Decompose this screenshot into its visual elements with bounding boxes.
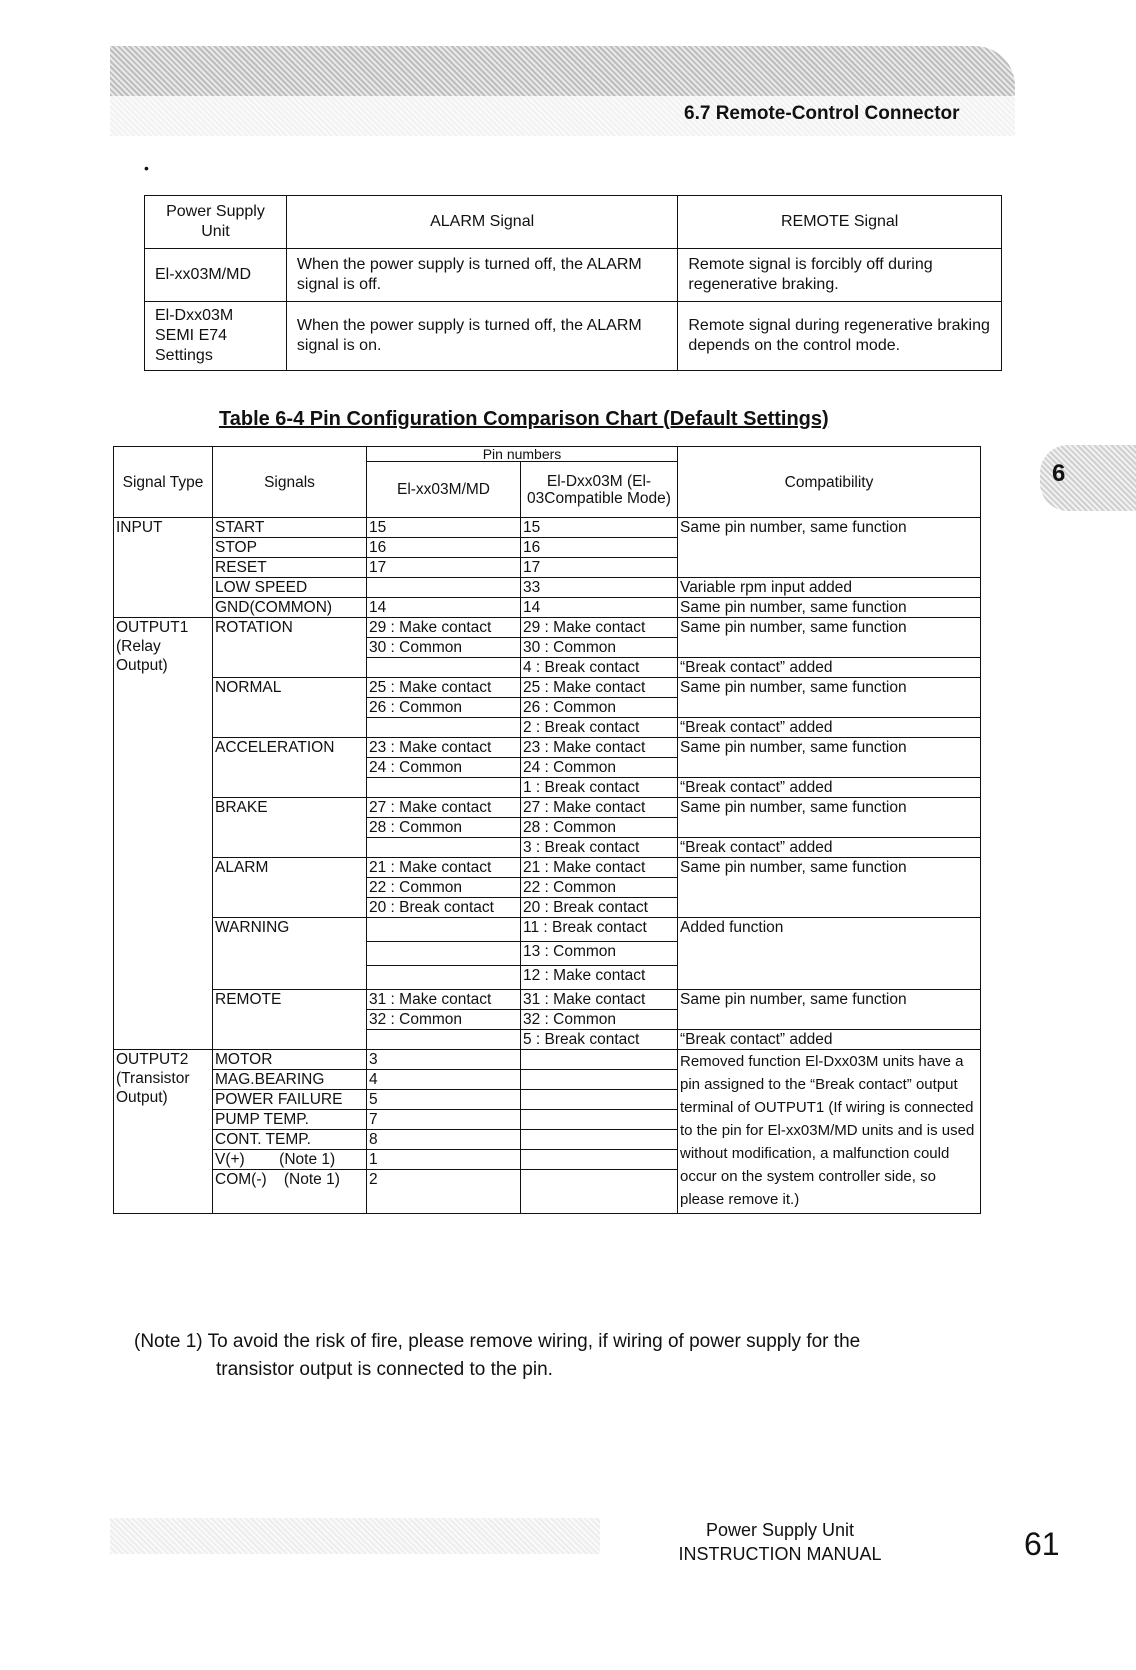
signal-cell: CONT. TEMP. bbox=[213, 1130, 367, 1150]
pin-a-cell: 2 bbox=[367, 1170, 521, 1214]
summary-header-cell: Power Supply Unit bbox=[145, 196, 287, 249]
pin-b-cell: 17 bbox=[521, 558, 678, 578]
footer-line-1: Power Supply Unit bbox=[705, 1520, 855, 1540]
summary-cell: Remote signal is forcibly off during regenerative braking. bbox=[678, 249, 1002, 302]
pin-row bbox=[114, 618, 981, 638]
signal-cell: MOTOR bbox=[213, 1050, 367, 1070]
signal-type-cell: OUTPUT2 (Transistor Output) bbox=[114, 1050, 213, 1214]
pin-a-cell bbox=[367, 1030, 521, 1050]
pin-b-cell bbox=[521, 1050, 678, 1070]
signal-cell: GND(COMMON) bbox=[213, 598, 367, 618]
pin-a-cell bbox=[367, 838, 521, 858]
page-number: 61 bbox=[1024, 1526, 1060, 1562]
pin-b-cell: 23 : Make contact bbox=[521, 738, 678, 758]
pin-a-cell: 28 : Common bbox=[367, 818, 521, 838]
section-title: 6.7 Remote-Control Connector bbox=[684, 103, 960, 124]
note-label: (Note 1) bbox=[134, 1331, 203, 1352]
signal-cell: STOP bbox=[213, 538, 367, 558]
pin-a-cell: 5 bbox=[367, 1090, 521, 1110]
header-band bbox=[110, 46, 1015, 96]
header-col-b: El-Dxx03M (El-03Compatible Mode) bbox=[521, 462, 678, 518]
signal-cell: V(+) (Note 1) bbox=[213, 1150, 367, 1170]
pin-b-cell: 1 : Break contact bbox=[521, 778, 678, 798]
signal-cell: ROTATION bbox=[213, 618, 367, 678]
pin-b-cell bbox=[521, 1170, 678, 1214]
signal-cell: ALARM bbox=[213, 858, 367, 918]
pin-configuration-table bbox=[113, 446, 981, 1214]
pin-b-cell bbox=[521, 1090, 678, 1110]
header-col-a: El-xx03M/MD bbox=[367, 462, 521, 518]
signal-type-cell: OUTPUT1 (Relay Output) bbox=[114, 618, 213, 1050]
compat-cell-removed: Removed function El-Dxx03M units have a pin assigned to the “Break contact” output terminal of OUTPUT1 (If wiring is connected to the pin for El-xx03M/MD units and is used without modification, a malfunction could occur on the system controller side, so please remove it.) bbox=[678, 1050, 981, 1214]
pin-a-cell bbox=[367, 966, 521, 990]
pin-a-cell: 23 : Make contact bbox=[367, 738, 521, 758]
pin-b-cell: 29 : Make contact bbox=[521, 618, 678, 638]
footer-title bbox=[660, 1518, 900, 1566]
signal-cell: REMOTE bbox=[213, 990, 367, 1050]
pin-b-cell: 33 bbox=[521, 578, 678, 598]
table-caption: Table 6-4 Pin Configuration Comparison Chart (Default Settings) bbox=[219, 408, 829, 430]
summary-header-row bbox=[145, 196, 1002, 249]
compat-cell: Same pin number, same function bbox=[678, 798, 981, 838]
pin-b-cell: 16 bbox=[521, 538, 678, 558]
pin-a-cell: 22 : Common bbox=[367, 878, 521, 898]
summary-row bbox=[145, 249, 1002, 302]
pin-b-cell: 22 : Common bbox=[521, 878, 678, 898]
summary-header-cell: REMOTE Signal bbox=[678, 196, 1002, 249]
pin-a-cell: 30 : Common bbox=[367, 638, 521, 658]
pin-b-cell bbox=[521, 1110, 678, 1130]
pin-a-cell: 1 bbox=[367, 1150, 521, 1170]
compat-cell: “Break contact” added bbox=[678, 1030, 981, 1050]
compat-cell: Same pin number, same function bbox=[678, 618, 981, 658]
pin-a-cell: 29 : Make contact bbox=[367, 618, 521, 638]
compat-cell: “Break contact” added bbox=[678, 838, 981, 858]
pin-row bbox=[114, 990, 981, 1010]
header-signals: Signals bbox=[213, 447, 367, 518]
pin-a-cell: 25 : Make contact bbox=[367, 678, 521, 698]
pin-b-cell: 14 bbox=[521, 598, 678, 618]
footer-line-2: INSTRUCTION MANUAL bbox=[678, 1544, 882, 1564]
pin-row bbox=[114, 678, 981, 698]
pin-a-cell bbox=[367, 578, 521, 598]
pin-a-cell: 15 bbox=[367, 518, 521, 538]
signal-cell: COM(-) (Note 1) bbox=[213, 1170, 367, 1214]
pin-a-cell bbox=[367, 718, 521, 738]
compat-cell: Same pin number, same function bbox=[678, 858, 981, 918]
header-pin-numbers: Pin numbers bbox=[367, 447, 678, 462]
signal-cell: RESET bbox=[213, 558, 367, 578]
compat-cell: Same pin number, same function bbox=[678, 518, 981, 578]
compat-cell: “Break contact” added bbox=[678, 658, 981, 678]
pin-b-cell: 27 : Make contact bbox=[521, 798, 678, 818]
signal-cell: LOW SPEED bbox=[213, 578, 367, 598]
pin-a-cell bbox=[367, 942, 521, 966]
chapter-number: 6 bbox=[1052, 460, 1066, 487]
pin-a-cell: 17 bbox=[367, 558, 521, 578]
pin-a-cell: 7 bbox=[367, 1110, 521, 1130]
pin-b-cell bbox=[521, 1070, 678, 1090]
bullet: • bbox=[144, 160, 149, 176]
header-signal-type: Signal Type bbox=[114, 447, 213, 518]
pin-b-cell: 30 : Common bbox=[521, 638, 678, 658]
pin-b-cell: 21 : Make contact bbox=[521, 858, 678, 878]
pin-b-cell: 31 : Make contact bbox=[521, 990, 678, 1010]
pin-b-cell: 4 : Break contact bbox=[521, 658, 678, 678]
compat-cell: Same pin number, same function bbox=[678, 738, 981, 778]
pin-a-cell: 4 bbox=[367, 1070, 521, 1090]
signal-cell: PUMP TEMP. bbox=[213, 1110, 367, 1130]
summary-cell: When the power supply is turned off, the ALARM signal is off. bbox=[286, 249, 677, 302]
signal-cell: WARNING bbox=[213, 918, 367, 990]
compat-cell: Added function bbox=[678, 918, 981, 990]
signal-cell: ACCELERATION bbox=[213, 738, 367, 798]
pin-a-cell: 31 : Make contact bbox=[367, 990, 521, 1010]
pin-b-cell: 3 : Break contact bbox=[521, 838, 678, 858]
pin-a-cell: 24 : Common bbox=[367, 758, 521, 778]
pin-a-cell: 21 : Make contact bbox=[367, 858, 521, 878]
summary-row bbox=[145, 302, 1002, 371]
pin-a-cell: 3 bbox=[367, 1050, 521, 1070]
pin-a-cell: 20 : Break contact bbox=[367, 898, 521, 918]
pin-b-cell: 20 : Break contact bbox=[521, 898, 678, 918]
summary-cell: Remote signal during regenerative braking depends on the control mode. bbox=[678, 302, 1002, 371]
pin-row bbox=[114, 578, 981, 598]
signal-cell: BRAKE bbox=[213, 798, 367, 858]
header-compatibility: Compatibility bbox=[678, 447, 981, 518]
pin-b-cell: 13 : Common bbox=[521, 942, 678, 966]
pin-a-cell bbox=[367, 778, 521, 798]
summary-cell: El-xx03M/MD bbox=[145, 249, 287, 302]
pin-row bbox=[114, 598, 981, 618]
note-line-1: To avoid the risk of fire, please remove wiring, if wiring of power supply for the bbox=[207, 1331, 861, 1352]
pin-b-cell: 5 : Break contact bbox=[521, 1030, 678, 1050]
pin-row bbox=[114, 798, 981, 818]
summary-cell: When the power supply is turned off, the ALARM signal is on. bbox=[286, 302, 677, 371]
signal-cell: MAG.BEARING bbox=[213, 1070, 367, 1090]
pin-row bbox=[114, 858, 981, 878]
pin-row bbox=[114, 1050, 981, 1070]
pin-row bbox=[114, 738, 981, 758]
pin-b-cell bbox=[521, 1150, 678, 1170]
pin-row bbox=[114, 918, 981, 942]
summary-header-cell: ALARM Signal bbox=[286, 196, 677, 249]
pin-a-cell: 26 : Common bbox=[367, 698, 521, 718]
pin-b-cell: 25 : Make contact bbox=[521, 678, 678, 698]
summary-table bbox=[144, 195, 1002, 371]
compat-cell: Variable rpm input added bbox=[678, 578, 981, 598]
compat-cell: Same pin number, same function bbox=[678, 990, 981, 1030]
footnote bbox=[134, 1328, 860, 1384]
signal-cell: START bbox=[213, 518, 367, 538]
pin-row bbox=[114, 518, 981, 538]
pin-a-cell bbox=[367, 918, 521, 942]
signal-cell: NORMAL bbox=[213, 678, 367, 738]
pin-b-cell: 11 : Break contact bbox=[521, 918, 678, 942]
pin-b-cell: 24 : Common bbox=[521, 758, 678, 778]
signal-type-cell: INPUT bbox=[114, 518, 213, 618]
pin-b-cell: 32 : Common bbox=[521, 1010, 678, 1030]
compat-cell: Same pin number, same function bbox=[678, 598, 981, 618]
pin-a-cell: 27 : Make contact bbox=[367, 798, 521, 818]
compat-cell: Same pin number, same function bbox=[678, 678, 981, 718]
pin-a-cell: 8 bbox=[367, 1130, 521, 1150]
pin-b-cell bbox=[521, 1130, 678, 1150]
pin-b-cell: 26 : Common bbox=[521, 698, 678, 718]
pin-header-row bbox=[114, 447, 981, 462]
note-line-2: transistor output is connected to the pin. bbox=[216, 1359, 553, 1380]
footer-band bbox=[110, 1518, 600, 1554]
pin-a-cell: 16 bbox=[367, 538, 521, 558]
pin-b-cell: 28 : Common bbox=[521, 818, 678, 838]
pin-b-cell: 15 bbox=[521, 518, 678, 538]
compat-cell: “Break contact” added bbox=[678, 718, 981, 738]
signal-cell: POWER FAILURE bbox=[213, 1090, 367, 1110]
pin-a-cell bbox=[367, 658, 521, 678]
pin-b-cell: 2 : Break contact bbox=[521, 718, 678, 738]
summary-cell: El-Dxx03M SEMI E74 Settings bbox=[145, 302, 287, 371]
pin-b-cell: 12 : Make contact bbox=[521, 966, 678, 990]
compat-cell: “Break contact” added bbox=[678, 778, 981, 798]
pin-a-cell: 14 bbox=[367, 598, 521, 618]
pin-a-cell: 32 : Common bbox=[367, 1010, 521, 1030]
